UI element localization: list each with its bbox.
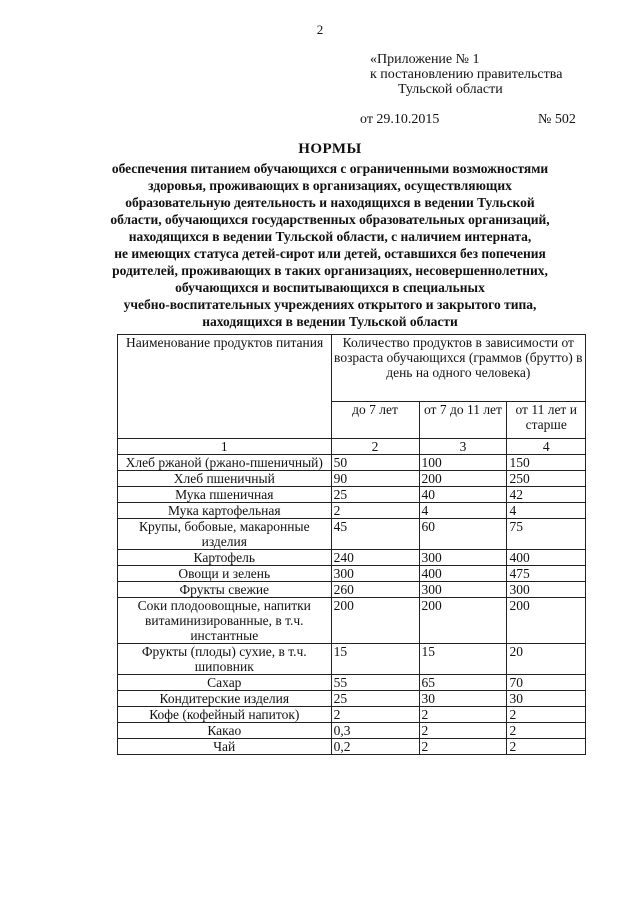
value-under-7-cell: 50 (331, 455, 419, 471)
value-under-7-cell: 25 (331, 691, 419, 707)
table-row (118, 598, 586, 644)
appendix-line-1: «Приложение № 1 (370, 52, 480, 67)
table-row (118, 503, 586, 519)
value-under-7-cell: 240 (331, 550, 419, 566)
subheader-7-to-11: от 7 до 11 лет (419, 402, 507, 439)
product-name-cell: Хлеб пшеничный (118, 471, 332, 487)
value-over-11-cell: 2 (507, 707, 586, 723)
value-over-11-cell: 4 (507, 503, 586, 519)
index-cell: 2 (331, 439, 419, 455)
value-over-11-cell: 400 (507, 550, 586, 566)
value-under-7-cell: 25 (331, 487, 419, 503)
index-cell: 1 (118, 439, 332, 455)
product-name-cell: Кондитерские изделия (118, 691, 332, 707)
table-row (118, 739, 586, 755)
subtitle-line: родителей, проживающих в таких организациях, несовершеннолетних, (112, 263, 548, 278)
product-name-cell: Хлеб ржаной (ржано-пшеничный) (118, 455, 332, 471)
value-7-to-11-cell: 15 (419, 644, 507, 675)
table-row (118, 471, 586, 487)
subtitle-line: здоровья, проживающих в организациях, осуществляющих (148, 178, 512, 193)
header-quantity: Количество продуктов в зависимости от возраста обучающихся (граммов (брутто) в день на одного человека) (331, 335, 585, 402)
product-name-cell: Мука пшеничная (118, 487, 332, 503)
header-product-name: Наименование продуктов питания (118, 335, 332, 439)
value-7-to-11-cell: 200 (419, 471, 507, 487)
value-7-to-11-cell: 400 (419, 566, 507, 582)
value-under-7-cell: 55 (331, 675, 419, 691)
value-7-to-11-cell: 2 (419, 723, 507, 739)
value-over-11-cell: 300 (507, 582, 586, 598)
product-name-cell: Крупы, бобовые, макаронные изделия (118, 519, 332, 550)
product-name-cell: Чай (118, 739, 332, 755)
subtitle-line: обеспечения питанием обучающихся с ограниченными возможностями (111, 161, 549, 176)
table-row (118, 707, 586, 723)
subtitle-line: образовательную деятельность и находящихся в ведении Тульской (125, 195, 535, 210)
value-7-to-11-cell: 30 (419, 691, 507, 707)
value-under-7-cell: 45 (331, 519, 419, 550)
table-row (118, 723, 586, 739)
value-under-7-cell: 200 (331, 598, 419, 644)
value-under-7-cell: 260 (331, 582, 419, 598)
table-row (118, 691, 586, 707)
value-over-11-cell: 2 (507, 739, 586, 755)
table-row (118, 455, 586, 471)
table-row (118, 519, 586, 550)
appendix-block (370, 52, 562, 97)
product-name-cell: Какао (118, 723, 332, 739)
value-over-11-cell: 75 (507, 519, 586, 550)
value-7-to-11-cell: 2 (419, 707, 507, 723)
index-cell: 4 (507, 439, 586, 455)
subtitle-line: находящихся в ведении Тульской области, с наличием интерната, (128, 229, 532, 244)
product-name-cell: Соки плодоовощные, напитки витаминизированные, в т.ч. инстантные (118, 598, 332, 644)
table-row (118, 566, 586, 582)
value-7-to-11-cell: 40 (419, 487, 507, 503)
subtitle-line: учебно-воспитательных учреждениях открытого и закрытого типа, (123, 297, 537, 312)
table-body (118, 455, 586, 755)
value-under-7-cell: 90 (331, 471, 419, 487)
table-row (118, 675, 586, 691)
index-cell: 3 (419, 439, 507, 455)
subtitle-line: обучающихся и воспитывающихся в специальных (175, 280, 485, 295)
product-name-cell: Кофе (кофейный напиток) (118, 707, 332, 723)
value-under-7-cell: 0,3 (331, 723, 419, 739)
value-7-to-11-cell: 2 (419, 739, 507, 755)
document-subtitle (62, 160, 598, 330)
table-row (118, 644, 586, 675)
value-over-11-cell: 20 (507, 644, 586, 675)
value-over-11-cell: 42 (507, 487, 586, 503)
value-over-11-cell: 250 (507, 471, 586, 487)
table-row (118, 487, 586, 503)
value-under-7-cell: 300 (331, 566, 419, 582)
appendix-line-2: к постановлению правительства (370, 67, 563, 82)
subtitle-line: области, обучающихся государственных образовательных организаций, (110, 212, 550, 227)
subtitle-line: не имеющих статуса детей-сирот или детей, оставшихся без попечения (114, 246, 546, 261)
value-7-to-11-cell: 100 (419, 455, 507, 471)
table-index-row (118, 439, 586, 455)
product-name-cell: Овощи и зелень (118, 566, 332, 582)
subheader-over-11: от 11 лет и старше (507, 402, 586, 439)
product-name-cell: Мука картофельная (118, 503, 332, 519)
product-name-cell: Фрукты свежие (118, 582, 332, 598)
value-under-7-cell: 0,2 (331, 739, 419, 755)
value-over-11-cell: 2 (507, 723, 586, 739)
value-7-to-11-cell: 65 (419, 675, 507, 691)
value-under-7-cell: 2 (331, 707, 419, 723)
norms-table (117, 334, 586, 755)
document-date: от 29.10.2015 (360, 112, 440, 127)
value-over-11-cell: 70 (507, 675, 586, 691)
value-over-11-cell: 475 (507, 566, 586, 582)
value-over-11-cell: 200 (507, 598, 586, 644)
value-7-to-11-cell: 4 (419, 503, 507, 519)
product-name-cell: Сахар (118, 675, 332, 691)
table-row (118, 550, 586, 566)
document-title: НОРМЫ (298, 141, 362, 157)
appendix-line-3: Тульской области (398, 82, 503, 97)
subtitle-line: находящихся в ведении Тульской области (202, 314, 458, 329)
value-7-to-11-cell: 200 (419, 598, 507, 644)
value-over-11-cell: 30 (507, 691, 586, 707)
value-under-7-cell: 2 (331, 503, 419, 519)
value-under-7-cell: 15 (331, 644, 419, 675)
product-name-cell: Картофель (118, 550, 332, 566)
subheader-under-7: до 7 лет (331, 402, 419, 439)
value-over-11-cell: 150 (507, 455, 586, 471)
document-number: № 502 (538, 112, 576, 127)
value-7-to-11-cell: 300 (419, 550, 507, 566)
value-7-to-11-cell: 60 (419, 519, 507, 550)
table-row (118, 582, 586, 598)
value-7-to-11-cell: 300 (419, 582, 507, 598)
product-name-cell: Фрукты (плоды) сухие, в т.ч. шиповник (118, 644, 332, 675)
page-number: 2 (316, 22, 324, 37)
